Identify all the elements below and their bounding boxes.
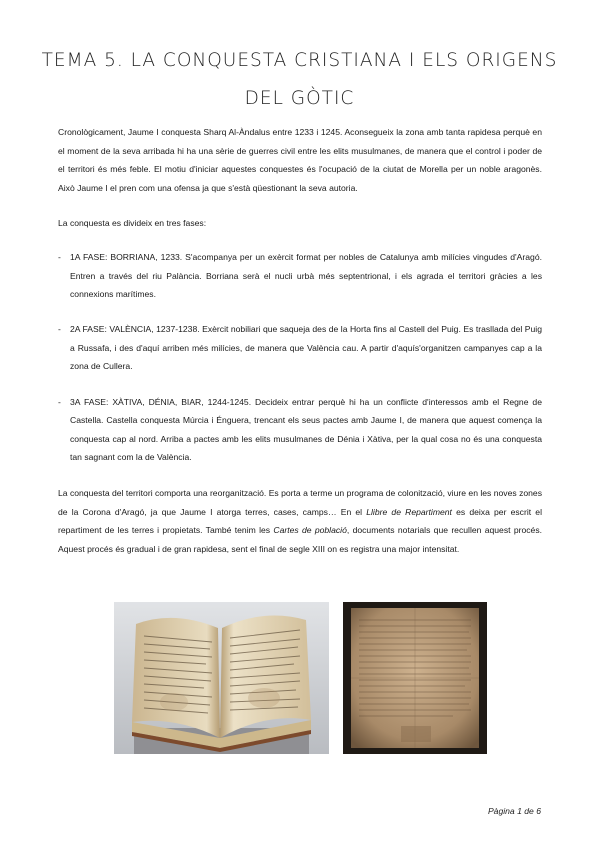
- list-item: [58, 248, 542, 304]
- bullet-dash: -: [58, 324, 61, 335]
- phase-text: 2A FASE: VALÈNCIA, 1237-1238. Exèrcit nobiliari que saqueja des de la Horta fins al Castell del Puig. Es trasllada del Puig a Russafa, i des d'aquí arriben més milícies, de manera que València cau. A partir d'aquís'organitzen campanyes cap a la zona de Cullera.: [70, 324, 542, 372]
- list-item: [58, 393, 542, 467]
- phases-list: [58, 248, 542, 483]
- phase-text: 1A FASE: BORRIANA, 1233. S'acompanya per un exèrcit format per nobles de Catalunya amb milícies vingudes d'Aragó. Entren a través del riu Palància. Borriana serà el nucli urbà més septentrional, i els agrada el territori gràcies a les connexions marítimes.: [70, 252, 542, 300]
- closing-text-2: es deixa per escrit el repartiment de les terres i propietats. També tenim les: [58, 506, 542, 536]
- page-number: Pàgina 1 de 6: [487, 806, 541, 816]
- cartes-poblacio-title: Cartes de població: [273, 525, 347, 536]
- open-manuscript-book-icon: [114, 602, 329, 754]
- manuscript-book-image: [114, 602, 329, 754]
- page-title: TEMA 5. LA CONQUESTA CRISTIANA I ELS ORIGENS DEL GÒTIC: [41, 50, 558, 109]
- parchment-document-icon: [343, 602, 487, 754]
- parchment-document-image: [343, 602, 487, 754]
- closing-text-1: La conquesta del territori comporta una reorganització. Es porta a terme un programa de colonització, viure en les noves zones de la Corona d'Aragó, ja que Jaume I atorga terres, cases, camps… En el: [58, 488, 542, 517]
- intro-paragraph: Cronològicament, Jaume I conquesta Sharq Al-Àndalus entre 1233 i 1245. Aconsegueix la zona amb tanta rapidesa perquè en el moment de la seva arribada hi ha una sèrie de guerres civil entre les elits musulmanes, de manera que el control i poder de el territori és més feble. El motiu d'iniciar aquestes conquestes és l'ocupació de la ciutat de Morella per un noble aragonès. Això Jaume I el pren com una ofensa ja que s'està qüestionant la seva autoria.: [58, 127, 542, 193]
- closing-paragraph: [58, 484, 542, 558]
- llibre-repartiment-title: Llibre de Repartiment: [366, 506, 452, 517]
- closing-text-3: , documents notarials que recullen aquest procés. Aquest procés és gradual i de gran rapidesa, sent el final de segle XIII on es registra una major intensitat.: [58, 525, 543, 554]
- bullet-dash: -: [58, 252, 61, 262]
- bullet-dash: -: [58, 396, 61, 407]
- list-item: [58, 320, 542, 376]
- phase-text: 3A FASE: XÀTIVA, DÉNIA, BIAR, 1244-1245. Decideix entrar perquè hi ha un conflicte d'interessos amb el Regne de Castella. Castella conquesta Múrcia i Énguera, trencant els seus pactes amb Jaume I, de manera que aquest comença la conquesta cap al nord. Arriba a pactes amb les elits musulmanes de Dénia i Xàtiva, per la qual cosa no és una conquesta tan sagnant com la de València.: [70, 396, 542, 463]
- phases-intro: La conquesta es divideix en tres fases:: [58, 218, 207, 228]
